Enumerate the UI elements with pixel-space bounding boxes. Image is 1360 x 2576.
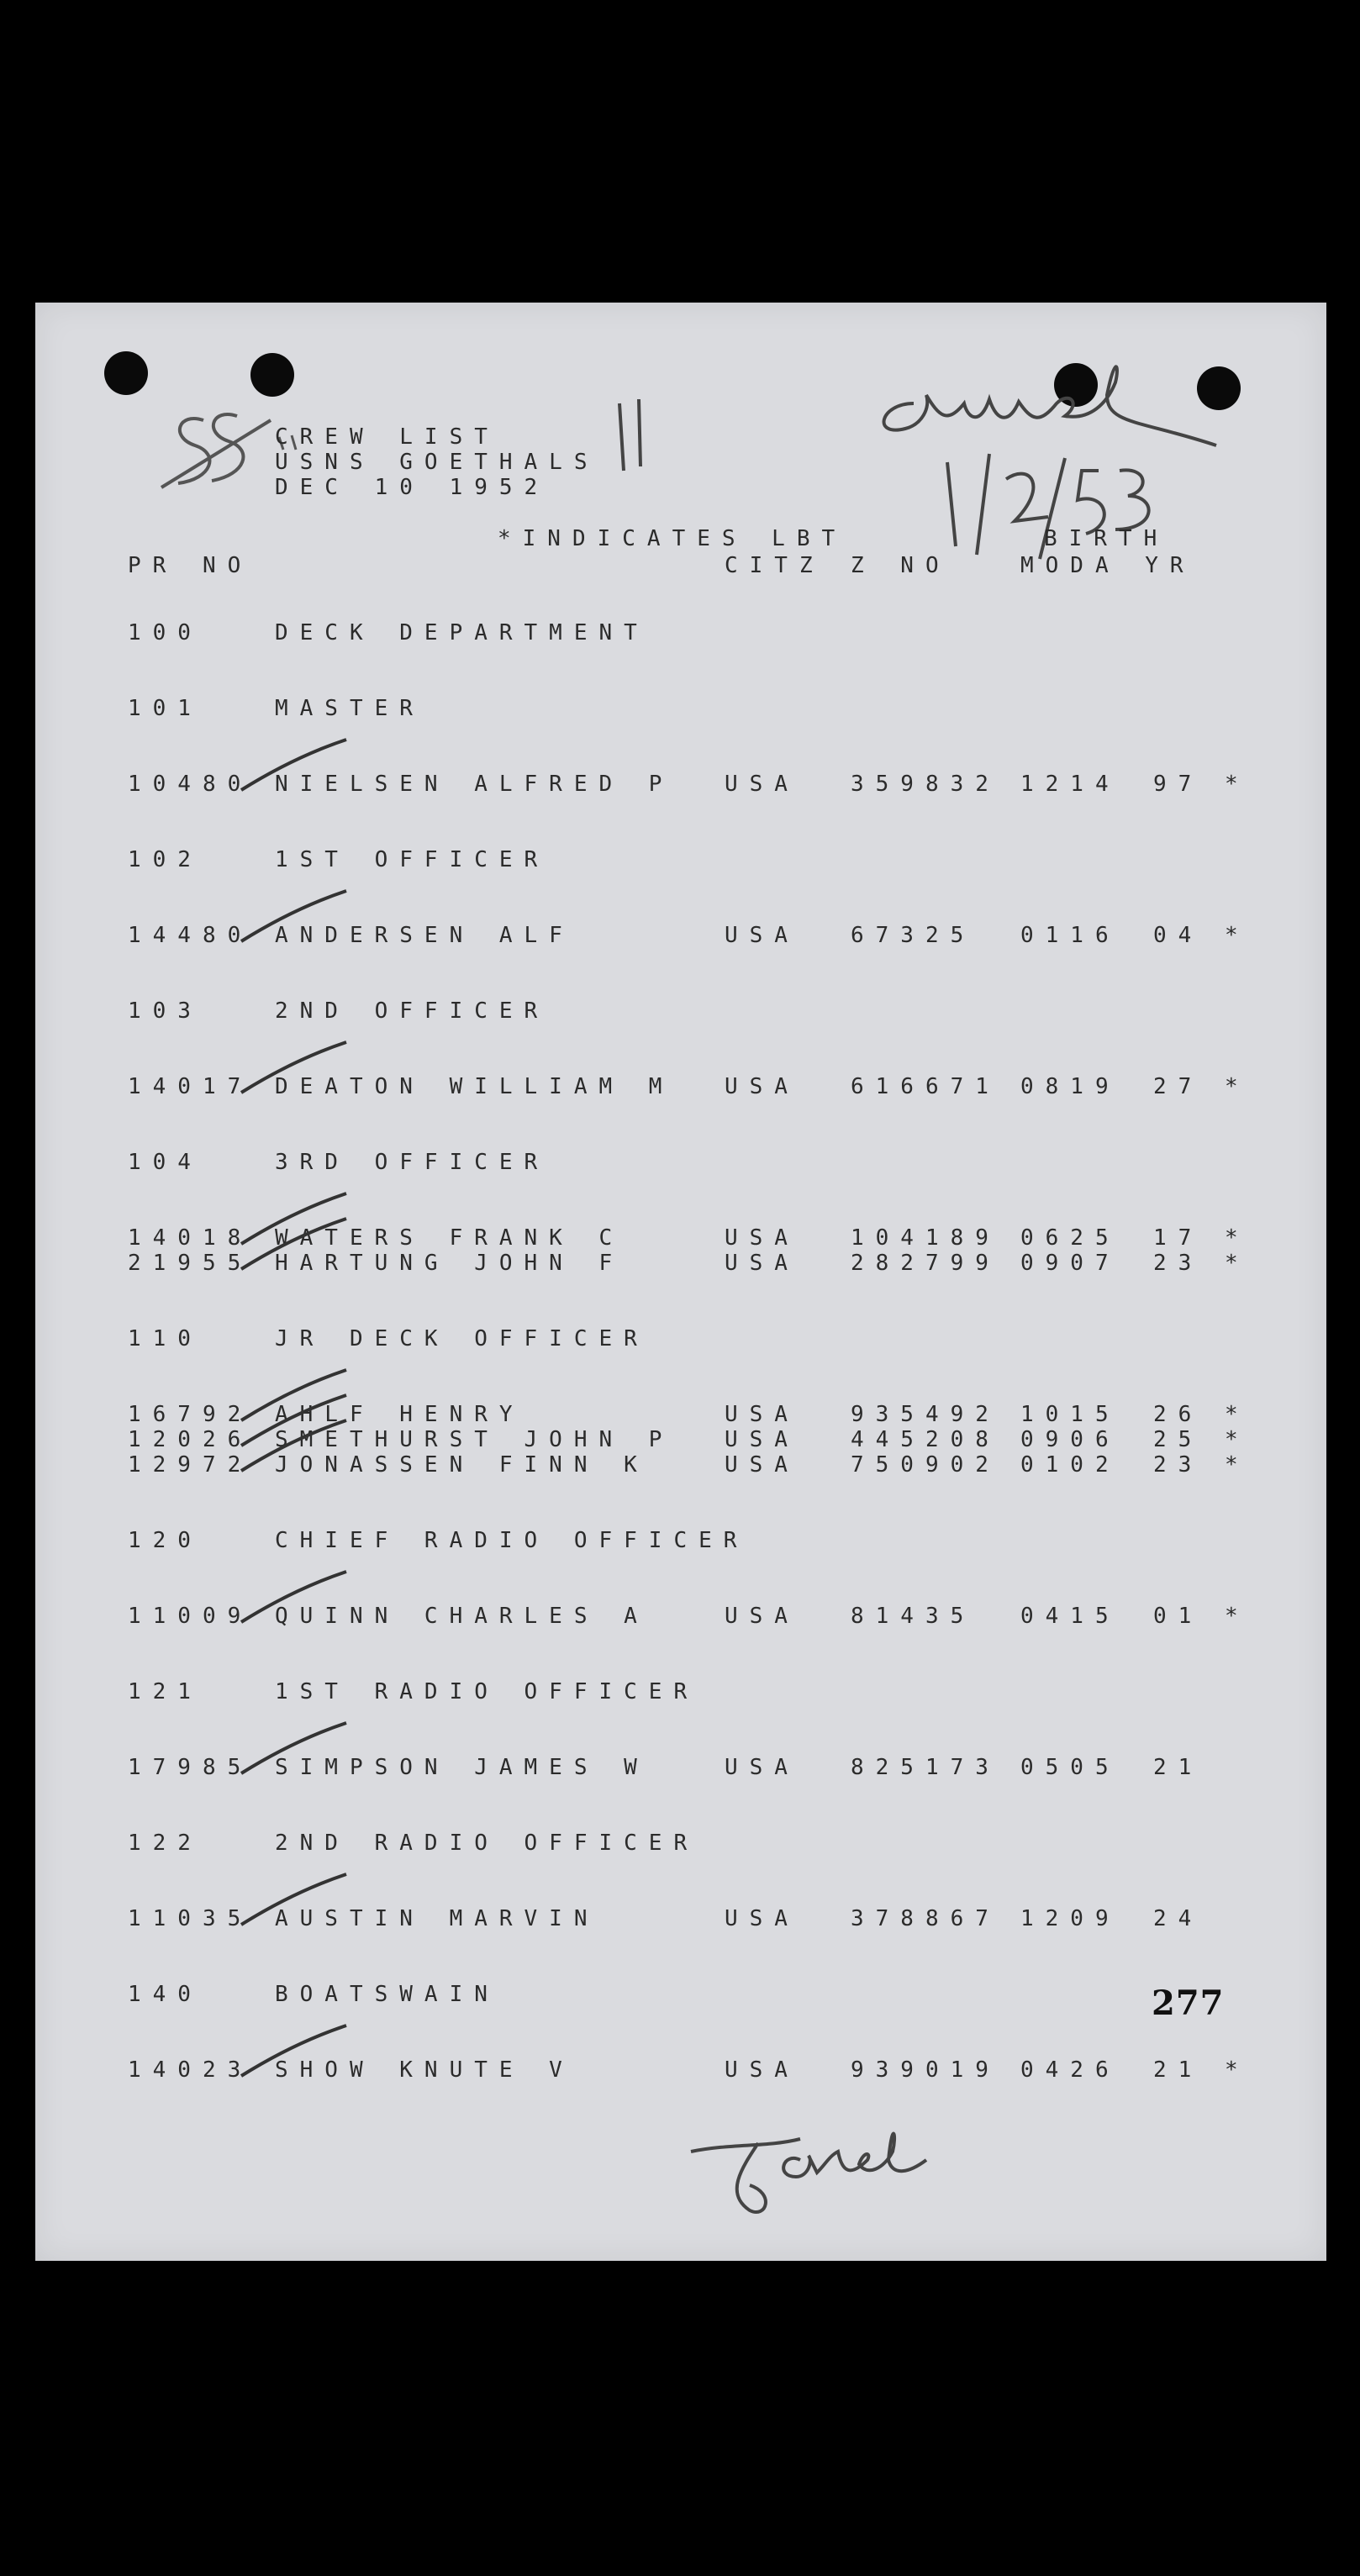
crew-name: QUINN CHARLES A	[275, 1604, 649, 1629]
crew-citizenship: USA	[725, 1225, 799, 1251]
document-page	[35, 303, 1326, 2261]
section-title: 1ST OFFICER	[275, 847, 550, 872]
handwritten-check-mark	[233, 1870, 351, 1929]
crew-name: AHLF HENRY	[275, 1402, 524, 1427]
crew-lbt-mark: *	[1225, 772, 1250, 797]
crew-birth-moda: 0906	[1020, 1427, 1120, 1452]
header-citz: CITZ	[725, 553, 825, 578]
section-code: 103	[128, 998, 203, 1024]
crew-citizenship: USA	[725, 1452, 799, 1478]
crew-lbt-mark: *	[1225, 1402, 1250, 1427]
crew-birth-moda: 0116	[1020, 923, 1120, 948]
section-title: MASTER	[275, 696, 424, 721]
crew-birth-year: 01	[1153, 1604, 1204, 1629]
crew-pr-number: 14480	[128, 923, 253, 948]
handwritten-check-mark	[233, 1038, 351, 1097]
punch-hole	[250, 353, 294, 397]
section-title: DECK DEPARTMENT	[275, 620, 649, 645]
crew-citizenship: USA	[725, 1604, 799, 1629]
crew-lbt-mark: *	[1225, 1074, 1250, 1099]
crew-z-number: 616671	[851, 1074, 1000, 1099]
section-title: 2ND RADIO OFFICER	[275, 1831, 699, 1856]
handwritten-signature	[683, 2101, 985, 2227]
section-code: 120	[128, 1528, 203, 1553]
crew-birth-year: 17	[1153, 1225, 1204, 1251]
punch-hole	[104, 351, 148, 395]
crew-citizenship: USA	[725, 1074, 799, 1099]
crew-lbt-mark: *	[1225, 923, 1250, 948]
section-code: 122	[128, 1831, 203, 1856]
crew-citizenship: USA	[725, 2057, 799, 2083]
crew-z-number: 81435	[851, 1604, 976, 1629]
crew-pr-number: 14018	[128, 1225, 253, 1251]
title-line: USNS GOETHALS	[275, 450, 599, 475]
crew-z-number: 282799	[851, 1251, 1000, 1276]
crew-citizenship: USA	[725, 1251, 799, 1276]
section-title: CHIEF RADIO OFFICER	[275, 1528, 749, 1553]
legend-note: *INDICATES LBT	[498, 526, 847, 551]
crew-z-number: 445208	[851, 1427, 1000, 1452]
section-title: 1ST RADIO OFFICER	[275, 1679, 699, 1704]
crew-lbt-mark: *	[1225, 1604, 1250, 1629]
crew-birth-year: 21	[1153, 2057, 1204, 2083]
section-code: 110	[128, 1326, 203, 1351]
crew-name: SHOW KNUTE V	[275, 2057, 574, 2083]
crew-name: NIELSEN ALFRED P	[275, 772, 674, 797]
crew-name: DEATON WILLIAM M	[275, 1074, 674, 1099]
section-code: 100	[128, 620, 203, 645]
crew-pr-number: 10480	[128, 772, 253, 797]
handwritten-check-mark	[233, 1567, 351, 1626]
crew-citizenship: USA	[725, 1906, 799, 1931]
crew-z-number: 359832	[851, 772, 1000, 797]
crew-pr-number: 16792	[128, 1402, 253, 1427]
handwritten-check-mark	[233, 735, 351, 794]
crew-lbt-mark: *	[1225, 2057, 1250, 2083]
crew-birth-year: 27	[1153, 1074, 1204, 1099]
crew-birth-moda: 0505	[1020, 1755, 1120, 1780]
handwritten-tick-mark	[607, 395, 657, 487]
section-code: 121	[128, 1679, 203, 1704]
crew-lbt-mark: *	[1225, 1427, 1250, 1452]
crew-birth-moda: 0415	[1020, 1604, 1120, 1629]
crew-name: ANDERSEN ALF	[275, 923, 574, 948]
crew-z-number: 825173	[851, 1755, 1000, 1780]
crew-z-number: 935492	[851, 1402, 1000, 1427]
crew-name: WATERS FRANK C	[275, 1225, 625, 1251]
header-pr-no: PR NO	[128, 553, 253, 578]
crew-citizenship: USA	[725, 1755, 799, 1780]
section-title: BOATSWAIN	[275, 1982, 499, 2007]
section-code: 104	[128, 1150, 203, 1175]
crew-lbt-mark: *	[1225, 1225, 1250, 1251]
crew-z-number: 378867	[851, 1906, 1000, 1931]
crew-pr-number: 21955	[128, 1251, 253, 1276]
section-code: 140	[128, 1982, 203, 2007]
crew-birth-year: 97	[1153, 772, 1204, 797]
crew-birth-moda: 1015	[1020, 1402, 1120, 1427]
crew-pr-number: 11009	[128, 1604, 253, 1629]
section-title: 3RD OFFICER	[275, 1150, 550, 1175]
crew-pr-number: 11035	[128, 1906, 253, 1931]
crew-birth-year: 23	[1153, 1251, 1204, 1276]
crew-name: AUSTIN MARVIN	[275, 1906, 599, 1931]
crew-citizenship: USA	[725, 772, 799, 797]
crew-birth-moda: 0625	[1020, 1225, 1120, 1251]
crew-birth-moda: 0907	[1020, 1251, 1120, 1276]
crew-birth-moda: 1214	[1020, 772, 1120, 797]
crew-name: JONASSEN FINN K	[275, 1452, 649, 1478]
handwritten-check-mark	[233, 2021, 351, 2080]
crew-citizenship: USA	[725, 1427, 799, 1452]
header-moda-yr: MODA YR	[1020, 553, 1195, 578]
handwritten-check-mark	[233, 887, 351, 946]
title-line: DEC 10 1952	[275, 475, 550, 500]
crew-birth-year: 26	[1153, 1402, 1204, 1427]
crew-name: HARTUNG JOHN F	[275, 1251, 625, 1276]
section-title: 2ND OFFICER	[275, 998, 550, 1024]
handwritten-check-mark	[233, 1416, 351, 1475]
crew-name: SMETHURST JOHN P	[275, 1427, 674, 1452]
crew-pr-number: 14017	[128, 1074, 253, 1099]
crew-z-number: 67325	[851, 923, 976, 948]
crew-pr-number: 14023	[128, 2057, 253, 2083]
crew-birth-moda: 0819	[1020, 1074, 1120, 1099]
handwritten-check-mark	[233, 1719, 351, 1778]
crew-birth-year: 24	[1153, 1906, 1204, 1931]
crew-birth-year: 23	[1153, 1452, 1204, 1478]
handwritten-check-mark	[233, 1214, 351, 1273]
crew-pr-number: 12026	[128, 1427, 253, 1452]
crew-birth-year: 04	[1153, 923, 1204, 948]
crew-birth-year: 21	[1153, 1755, 1204, 1780]
header-birth: BIRTH	[1044, 526, 1169, 551]
page-number: 277	[1152, 1983, 1225, 2023]
section-code: 102	[128, 847, 203, 872]
handwritten-arrived	[863, 345, 1241, 454]
crew-citizenship: USA	[725, 923, 799, 948]
crew-name: SIMPSON JAMES W	[275, 1755, 649, 1780]
crew-birth-moda: 0426	[1020, 2057, 1120, 2083]
crew-citizenship: USA	[725, 1402, 799, 1427]
crew-lbt-mark: *	[1225, 1452, 1250, 1478]
crew-birth-moda: 0102	[1020, 1452, 1120, 1478]
section-title: JR DECK OFFICER	[275, 1326, 649, 1351]
title-line: CREW LIST	[275, 424, 499, 450]
crew-pr-number: 12972	[128, 1452, 253, 1478]
header-z-no: Z NO	[851, 553, 951, 578]
section-code: 101	[128, 696, 203, 721]
crew-z-number: 750902	[851, 1452, 1000, 1478]
crew-birth-moda: 1209	[1020, 1906, 1120, 1931]
crew-lbt-mark: *	[1225, 1251, 1250, 1276]
crew-birth-year: 25	[1153, 1427, 1204, 1452]
crew-z-number: 104189	[851, 1225, 1000, 1251]
crew-pr-number: 17985	[128, 1755, 253, 1780]
crew-z-number: 939019	[851, 2057, 1000, 2083]
